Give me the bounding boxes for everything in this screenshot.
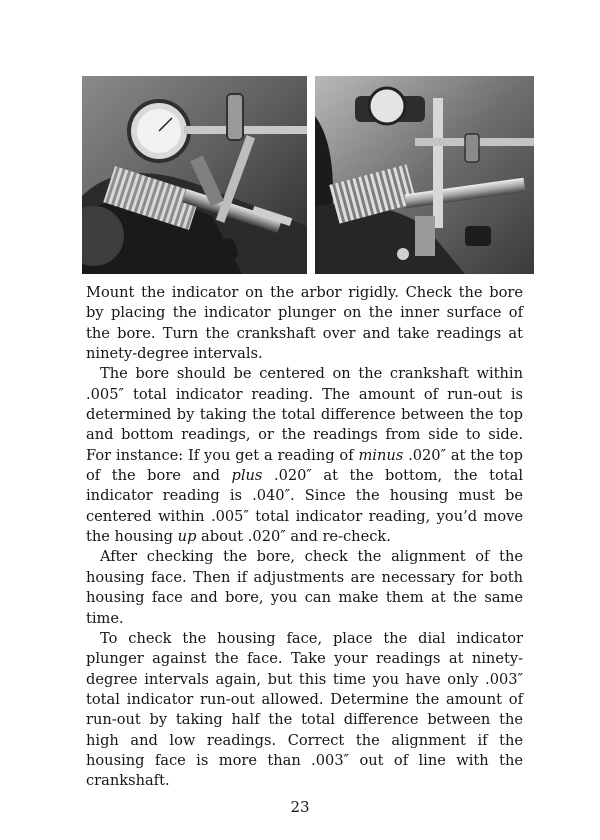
dial-indicator-photo-icon — [315, 76, 534, 274]
paragraph-text: After checking the bore, check the alignment of the housing face. Then if adjustments are necessary for both housing face and bore, you can make them at the same time. — [86, 548, 523, 627]
page-number: 23 — [290, 798, 310, 816]
paragraph-text: .020″ at the bottom, the total indicator reading is .040″. Since the housing must be centered within .005″ total indicator reading, you’d move the housing — [86, 467, 524, 546]
paragraph-text: Mount the indicator on the arbor rigidly. Check the bore by placing the indicator plunger on the inner surface of the bore. Turn the crankshaft over and take readings at ninety-degree intervals. — [86, 284, 523, 363]
paragraph-text: The bore should be centered on the crankshaft within .005″ total indicator reading. The amount of run-out is determined by taking the total difference between the top and bottom readings, or the readings from side to side. For instance: If you get a reading of — [86, 365, 523, 464]
dial-indicator-photo-icon — [82, 76, 307, 274]
paragraph-text: .020″ at the top of the bore and — [86, 446, 523, 485]
body-text — [86, 283, 523, 792]
paragraph — [86, 364, 523, 547]
paragraph — [86, 629, 523, 792]
emphasis-text: up — [177, 528, 197, 546]
figure-pair — [82, 76, 534, 274]
emphasis-text: plus — [231, 467, 263, 485]
paragraph-text: To check the housing face, place the dial indicator plunger against the face. Take your readings at ninety-degree intervals again, but this time you have only .003″ total indicator run-out allowed. Determine the amount of run-out by taking half the total difference between the high and low readings. Correct the alignment if the housing face is more than .003″ out of line with the crankshaft. — [86, 629, 523, 790]
paragraph — [86, 283, 523, 364]
photo-indicator-front-view — [315, 76, 534, 274]
emphasis-text: minus — [358, 446, 404, 464]
paragraph-text: about .020″ and re-check. — [196, 528, 391, 546]
paragraph — [86, 547, 523, 628]
photo-indicator-side-view — [82, 76, 307, 274]
